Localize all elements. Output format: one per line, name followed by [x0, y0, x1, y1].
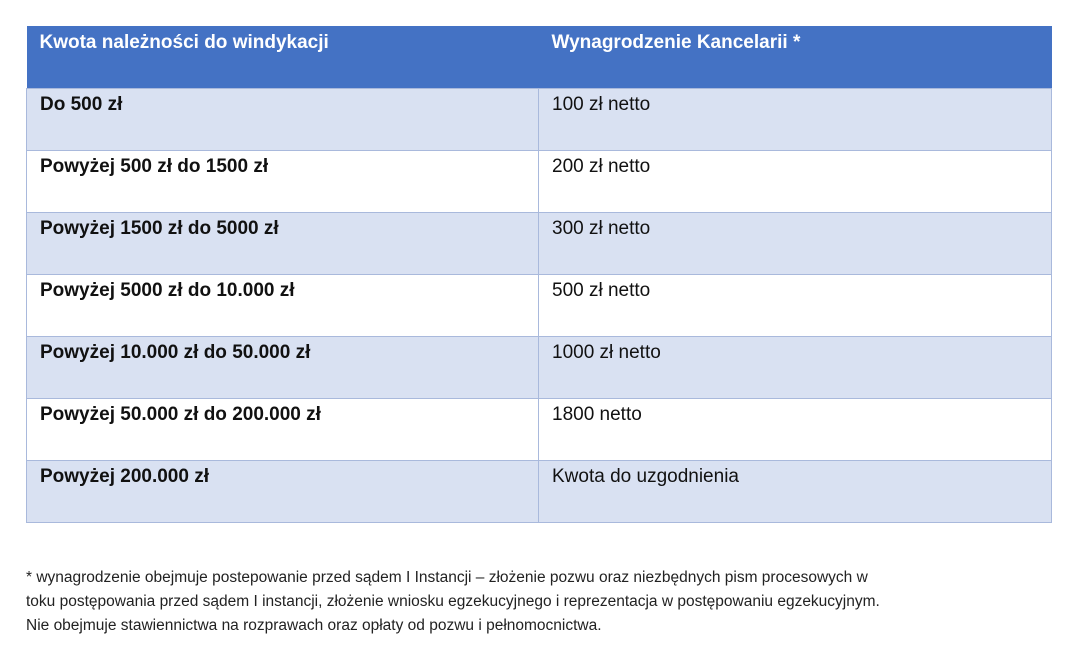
- debt-range-cell: Powyżej 200.000 zł: [27, 460, 539, 522]
- table-row: [27, 336, 1052, 398]
- debt-range-cell: Do 500 zł: [27, 88, 539, 150]
- fee-cell: 1800 netto: [539, 398, 1052, 460]
- footnote-line: toku postępowania przed sądem I instancji, złożenie wniosku egzekucyjnego i reprezentacja w postępowaniu egzekucyjnym.: [26, 593, 880, 610]
- fee-cell: 100 zł netto: [539, 88, 1052, 150]
- table-row: [27, 274, 1052, 336]
- table-row: [27, 150, 1052, 212]
- fee-cell: 1000 zł netto: [539, 336, 1052, 398]
- fee-cell: 200 zł netto: [539, 150, 1052, 212]
- fee-cell: 500 zł netto: [539, 274, 1052, 336]
- table-row: [27, 212, 1052, 274]
- table-row: [27, 88, 1052, 150]
- table-row: [27, 398, 1052, 460]
- fee-cell: Kwota do uzgodnienia: [539, 460, 1052, 522]
- header-debt-amount: Kwota należności do windykacji: [27, 26, 539, 88]
- debt-range-cell: Powyżej 1500 zł do 5000 zł: [27, 212, 539, 274]
- footnote-line: Nie obejmuje stawiennictwa na rozprawach oraz opłaty od pozwu i pełnomocnictwa.: [26, 617, 602, 634]
- header-firm-fee: Wynagrodzenie Kancelarii *: [539, 26, 1052, 88]
- footnote-line: * wynagrodzenie obejmuje postepowanie przed sądem I Instancji – złożenie pozwu oraz niezbędnych pism procesowych w: [26, 569, 868, 586]
- debt-range-cell: Powyżej 10.000 zł do 50.000 zł: [27, 336, 539, 398]
- table-header-row: [27, 26, 1052, 88]
- debt-range-cell: Powyżej 50.000 zł do 200.000 zł: [27, 398, 539, 460]
- fee-cell: 300 zł netto: [539, 212, 1052, 274]
- table-row: [27, 460, 1052, 522]
- footnote: [26, 566, 1056, 638]
- debt-range-cell: Powyżej 5000 zł do 10.000 zł: [27, 274, 539, 336]
- fee-table: [26, 26, 1052, 523]
- debt-range-cell: Powyżej 500 zł do 1500 zł: [27, 150, 539, 212]
